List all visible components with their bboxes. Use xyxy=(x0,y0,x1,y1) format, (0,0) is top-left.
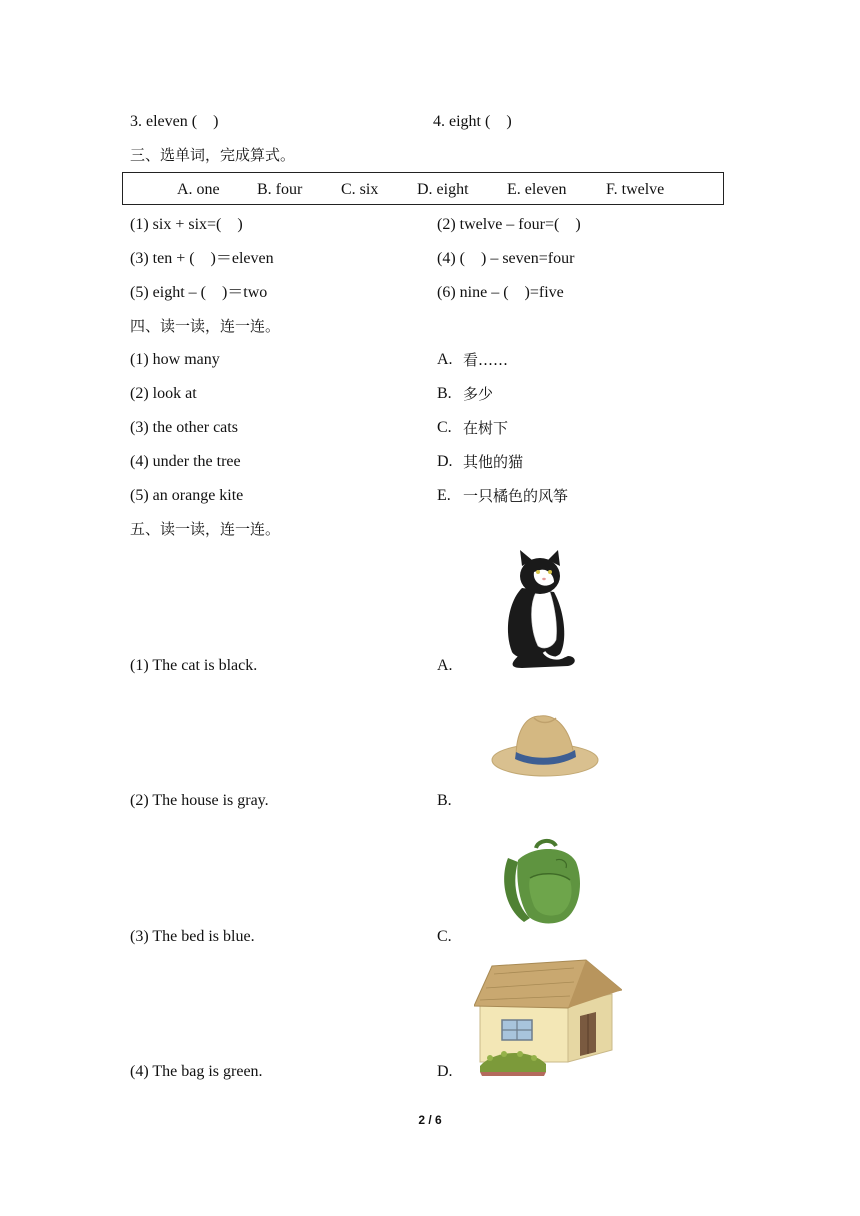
sentence-3: (3) The bed is blue. xyxy=(130,928,255,945)
sentence-1: (1) The cat is black. xyxy=(130,657,258,674)
item-3-eleven: 3. eleven ( ) xyxy=(130,113,219,130)
equation-2: (2) twelve – four=( ) xyxy=(437,216,581,233)
phrase-3: (3) the other cats xyxy=(130,419,238,436)
equation-4: (4) ( ) – seven=four xyxy=(437,250,575,267)
meaning-c-letter: C. xyxy=(437,419,452,436)
section5-heading: 五、读一读，连一连。 xyxy=(130,520,281,538)
option-d: D. eight xyxy=(417,181,469,198)
picture-c-letter: C. xyxy=(437,928,452,945)
section4-heading: 四、读一读，连一连。 xyxy=(130,317,281,335)
equation-6: (6) nine – ( )=five xyxy=(437,284,564,301)
meaning-e-letter: E. xyxy=(437,487,451,504)
meaning-d-letter: D. xyxy=(437,453,453,470)
section3-heading: 三、选单词，完成算式。 xyxy=(130,146,296,164)
phrase-2: (2) look at xyxy=(130,385,197,402)
option-b: B. four xyxy=(257,181,303,198)
meaning-a-letter: A. xyxy=(437,351,453,368)
house-picture xyxy=(474,954,622,1078)
sentence-4: (4) The bag is green. xyxy=(130,1063,263,1080)
option-e: E. eleven xyxy=(507,181,567,198)
meaning-a: 看…… xyxy=(463,351,509,369)
phrase-5: (5) an orange kite xyxy=(130,487,244,504)
picture-b-letter: B. xyxy=(437,792,452,809)
option-f: F. twelve xyxy=(606,181,665,198)
equation-3: (3) ten + ( )＝eleven xyxy=(130,250,274,267)
phrase-4: (4) under the tree xyxy=(130,453,241,470)
option-c: C. six xyxy=(341,181,379,198)
picture-a-letter: A. xyxy=(437,657,453,674)
item-4-eight: 4. eight ( ) xyxy=(433,113,512,130)
equation-5: (5) eight – ( )＝two xyxy=(130,284,268,301)
hat-picture xyxy=(490,712,600,780)
word-bank-box xyxy=(122,172,724,205)
phrase-1: (1) how many xyxy=(130,351,220,368)
sentence-2: (2) The house is gray. xyxy=(130,792,269,809)
cat-picture xyxy=(498,548,582,670)
meaning-b: 多少 xyxy=(463,385,494,403)
meaning-b-letter: B. xyxy=(437,385,452,402)
page-number: 2 / 6 xyxy=(418,1113,442,1127)
meaning-c: 在树下 xyxy=(463,419,509,437)
backpack-picture xyxy=(500,838,584,926)
meaning-e: 一只橘色的风筝 xyxy=(463,487,569,505)
picture-d-letter: D. xyxy=(437,1063,453,1080)
equation-1: (1) six + six=( ) xyxy=(130,216,243,233)
option-a: A. one xyxy=(177,181,220,198)
meaning-d: 其他的猫 xyxy=(463,453,524,471)
